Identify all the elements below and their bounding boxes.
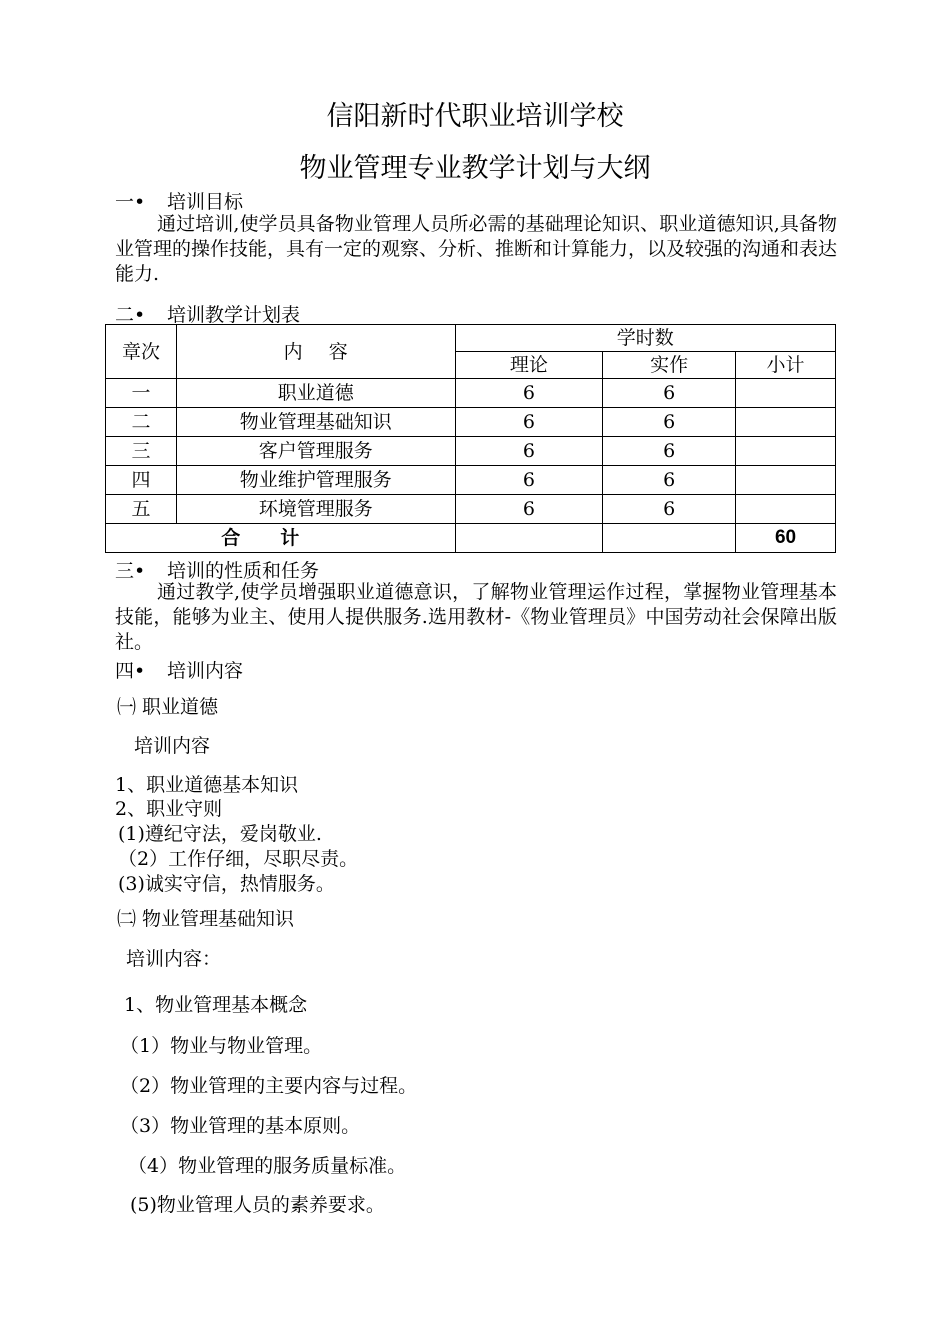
total-value: 60 xyxy=(736,524,836,553)
cell-subtotal xyxy=(736,408,836,437)
cell-practice: 6 xyxy=(603,379,736,408)
cell-subtotal xyxy=(736,379,836,408)
part2-point-2: （2）物业管理的主要内容与过程。 xyxy=(120,1075,418,1097)
cell-subtotal xyxy=(736,437,836,466)
document-title: 物业管理专业教学计划与大纲 xyxy=(299,153,651,184)
part1-heading: ㈠ 职业道德 xyxy=(117,696,219,718)
part2-item-1: 1、物业管理基本概念 xyxy=(124,994,308,1016)
cell-chapter: 五 xyxy=(106,495,177,524)
header-theory: 理论 xyxy=(455,352,603,379)
part1-item-2: 2、职业守则 xyxy=(115,798,223,820)
cell-subtotal xyxy=(736,495,836,524)
cell-content: 物业维护管理服务 xyxy=(176,466,455,495)
part1-subheading: 培训内容 xyxy=(134,735,211,757)
section-nature-text: 通过教学,使学员增强职业道德意识，了解物业管理运作过程，掌握物业管理基本技能，能够为业主、使用人提供服务.选用教材-《物业管理员》中国劳动社会保障出版社。 xyxy=(115,581,837,653)
part2-point-4: （4）物业管理的服务质量标准。 xyxy=(128,1155,407,1177)
part2-point-1: （1）物业与物业管理。 xyxy=(120,1035,323,1057)
cell-chapter: 四 xyxy=(106,466,177,495)
table-total-row xyxy=(106,524,836,553)
cell-content: 客户管理服务 xyxy=(176,437,455,466)
cell-content: 环境管理服务 xyxy=(176,495,455,524)
cell-theory: 6 xyxy=(455,495,603,524)
cell-theory: 6 xyxy=(455,437,603,466)
total-label: 合计 xyxy=(106,524,456,553)
cell-practice: 6 xyxy=(603,495,736,524)
cell-content: 职业道德 xyxy=(176,379,455,408)
cell-chapter: 二 xyxy=(106,408,177,437)
cell-theory: 6 xyxy=(455,408,603,437)
table-header-row xyxy=(106,325,836,352)
cell-content: 物业管理基础知识 xyxy=(176,408,455,437)
cell-practice: 6 xyxy=(603,408,736,437)
header-hours: 学时数 xyxy=(455,325,836,352)
header-content: 内 容 xyxy=(176,325,455,379)
section-heading-goal: 一• 培训目标 xyxy=(115,191,244,213)
cell-practice: 6 xyxy=(603,437,736,466)
cell-chapter: 三 xyxy=(106,437,177,466)
section-goal-text: 通过培训,使学员具备物业管理人员所必需的基础理论知识、职业道德知识,具备物业管理的操作技能，具有一定的观察、分析、推断和计算能力，以及较强的沟通和表达能力. xyxy=(115,213,838,285)
header-subtotal: 小计 xyxy=(736,352,836,379)
cell-subtotal xyxy=(736,466,836,495)
cell-theory: 6 xyxy=(455,466,603,495)
section-heading-content: 四• 培训内容 xyxy=(115,660,244,682)
part2-point-3: （3）物业管理的基本原则。 xyxy=(120,1115,361,1137)
teaching-plan-table xyxy=(105,324,836,553)
school-title: 信阳新时代职业培训学校 xyxy=(326,101,624,132)
table-row xyxy=(106,379,836,408)
total-practice xyxy=(603,524,736,553)
cell-chapter: 一 xyxy=(106,379,177,408)
header-chapter: 章次 xyxy=(106,325,177,379)
part2-heading: ㈡ 物业管理基础知识 xyxy=(117,908,295,930)
part1-point-1: (1)遵纪守法，爱岗敬业. xyxy=(118,823,322,845)
part2-subheading: 培训内容： xyxy=(126,948,222,970)
table-row xyxy=(106,495,836,524)
table-row xyxy=(106,466,836,495)
part1-point-3: (3)诚实守信，热情服务。 xyxy=(118,873,335,895)
cell-practice: 6 xyxy=(603,466,736,495)
part1-item-1: 1、职业道德基本知识 xyxy=(115,774,299,796)
table-row xyxy=(106,408,836,437)
table-row xyxy=(106,437,836,466)
part2-point-5: (5)物业管理人员的素养要求。 xyxy=(130,1194,385,1216)
cell-theory: 6 xyxy=(455,379,603,408)
section-heading-plan: 二• 培训教学计划表 xyxy=(115,304,301,326)
section-heading-nature: 三• 培训的性质和任务 xyxy=(115,560,320,582)
total-theory xyxy=(455,524,603,553)
header-practice: 实作 xyxy=(603,352,736,379)
part1-point-2: （2）工作仔细，尽职尽责。 xyxy=(118,848,359,870)
